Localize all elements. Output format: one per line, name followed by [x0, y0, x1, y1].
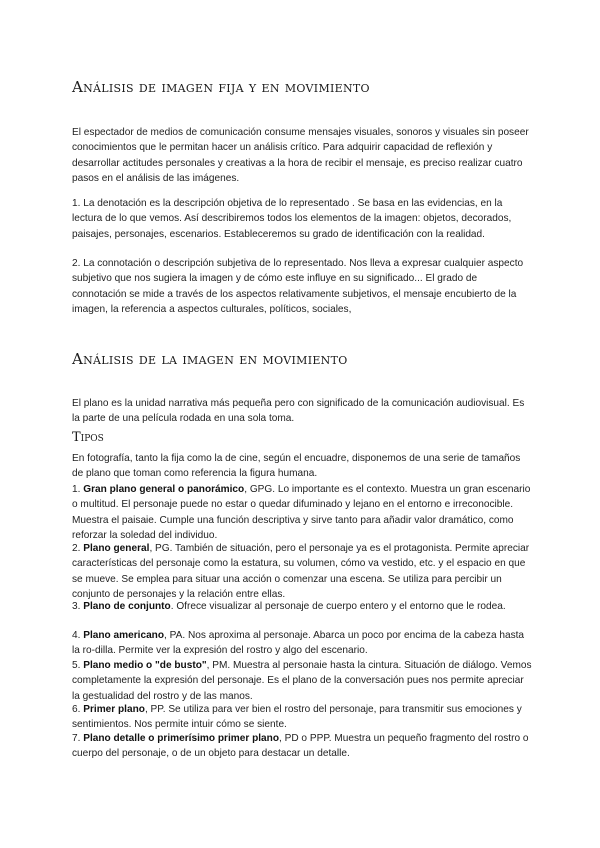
- type-name: Plano general: [83, 543, 150, 554]
- connotation-paragraph: 2. La connotación o descripción subjetiva de lo representado. Nos lleva a expresar cualquier aspecto subjetivo que nos sugiera la imagen y de cómo este influye en su significado... El grado de connotación se mide a través de los aspectos relativamente subjetivos, el mensaje encubierto de la imagen, la referencia a aspectos culturales, políticos, sociales,: [72, 258, 524, 316]
- type-name: Plano de conjunto: [83, 601, 171, 612]
- type-description: , PM. Muestra al personaie hasta la cintura. Situación de diálogo. Vemos completamente la expresión del personaje. Es el plano de la conversación pues nos permite apreciar la gestualidad del rostro y de las manos.: [72, 660, 532, 702]
- type-name: Primer plano: [83, 704, 145, 715]
- type-item-pp: [72, 702, 532, 733]
- type-item-pm: [72, 658, 532, 704]
- type-name: Gran plano general o panorámico: [83, 484, 245, 495]
- type-number: 5.: [72, 660, 84, 671]
- type-item-pg: [72, 541, 532, 603]
- type-description: , PP. Se utiliza para ver bien el rostro del personaje, para transmitir sus emociones y sentimientos. Nos permite intuir cómo se siente.: [72, 704, 522, 731]
- type-number: 7.: [72, 733, 84, 744]
- type-name: Plano americano: [83, 630, 165, 641]
- type-description: , PA. Nos aproxima al personaje. Abarca un poco por encima de la cabeza hasta la ro-dilla. Permite ver la expresión del rostro y algo del escenario.: [72, 630, 525, 657]
- type-description: , PD o PPP. Muestra un pequeño fragmento del rostro o cuerpo del personaje, o de un objeto para destacar un detalle.: [72, 733, 529, 760]
- type-description: , PG. También de situación, pero el personaje ya es el protagonista. Permite apreciar características del personaje como la estatura, su volumen, cómo va vestido, etc. y el espacio en que se mueve. Se emplea para situar una acción o comenzar una escena. Se utiliza para percibir un conjunto de personajes y la relación entre ellas.: [72, 543, 530, 601]
- type-number: 4.: [72, 630, 84, 641]
- section-title-movimiento: Análisis de la imagen en movimiento: [72, 350, 348, 368]
- intro-paragraph: El espectador de medios de comunicación consume mensajes visuales, sonoros y visuales sin poseer conocimientos que le permitan hacer un análisis crítico. Para adquirir capacidad de reflexión y desarrollar actitudes personales y creativas a la hora de recibir el mensaje, es preciso realizar cuatro pasos en el análisis de las imágenes.: [72, 127, 529, 185]
- type-number: 6.: [72, 704, 84, 715]
- denotation-paragraph: 1. La denotación es la descripción objetiva de lo representado . Se basa en las evidencias, en la lectura de lo que vemos. Así describiremos todos los elementos de la imagen: objetos, decorados, paisajes, personajes, escenarios. Estableceremos su grado de identificación con la realidad.: [72, 198, 512, 240]
- type-item-pa: [72, 628, 532, 659]
- type-number: 3.: [72, 601, 84, 612]
- type-name: Plano detalle o primerísimo primer plano: [83, 733, 279, 744]
- type-description: , GPG. Lo importante es el contexto. Muestra un gran escenario o multitud. El personaje puede no estar o quedar difuminado y lejano en el entorno e irreconocible. Muestra el paisaie. Cumple una función descriptiva y sirve tanto para añadir valor dramático, como reforzar la soledad del individuo.: [72, 484, 531, 542]
- type-item-gpg: [72, 482, 532, 544]
- type-item-pd: [72, 731, 532, 762]
- plano-definition-paragraph: El plano es la unidad narrativa más pequeña pero con significado de la comunicación audiovisual. Es la parte de una película rodada en una sola toma.: [72, 398, 525, 425]
- section-title-imagen-fija: Análisis de imagen fija y en movimiento: [72, 78, 370, 96]
- type-description: . Ofrece visualizar al personaje de cuerpo entero y el entorno que le rodea.: [170, 601, 506, 612]
- type-name: Plano medio o "de busto": [83, 660, 207, 671]
- tipos-subtitle: Tipos: [72, 430, 104, 445]
- tipos-intro-paragraph: En fotografía, tanto la fija como la de cine, según el encuadre, disponemos de una serie de tamaños de plano que toman como referencia la figura humana.: [72, 453, 521, 480]
- type-item-conjunto: [72, 599, 532, 614]
- type-number: 2.: [72, 543, 84, 554]
- type-number: 1.: [72, 484, 84, 495]
